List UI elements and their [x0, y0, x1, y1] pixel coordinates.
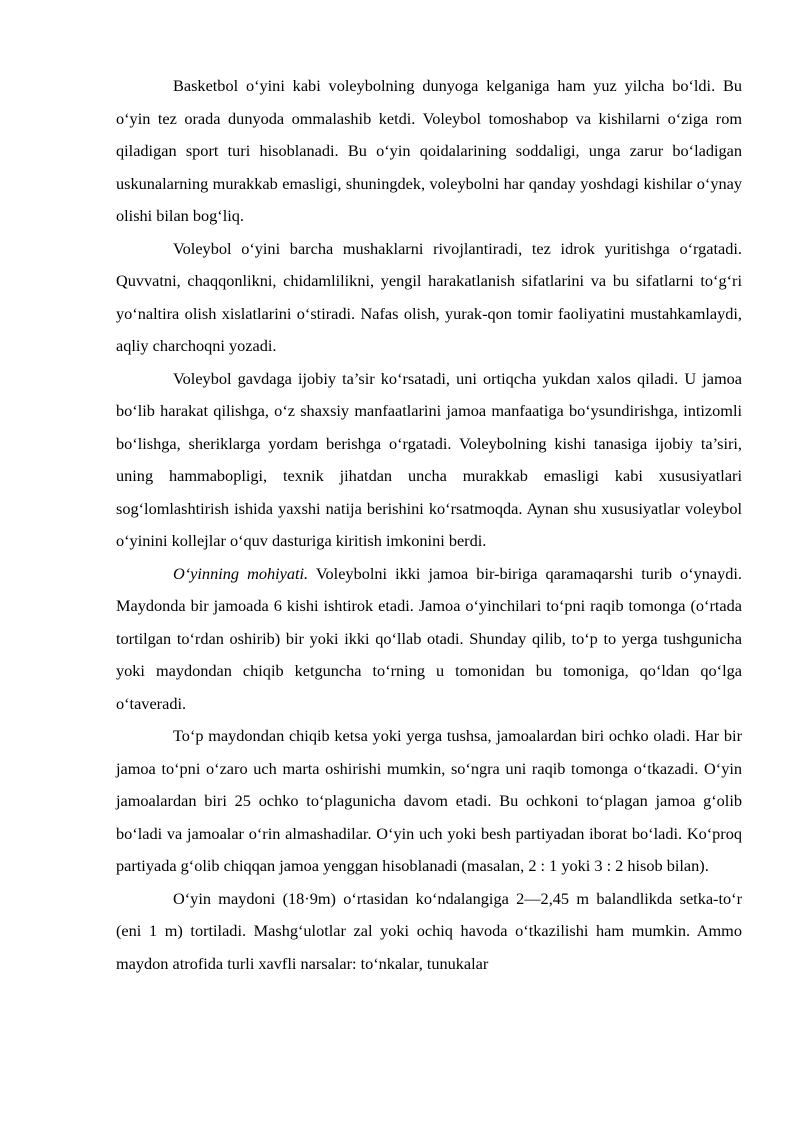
paragraph-text: Voleybolni ikki jamoa bir-biriga qaramaqarshi turib o‘ynaydi. Maydonda bir jamoada 6 kishi ishtirok etadi. Jamoa o‘yinchilari to‘pni raqib tomonga (o‘rtada tortilgan to‘rdan oshirib) bir yoki ikki qo‘llab otadi. Shunday qilib, to‘p to yerga tushgunicha yoki maydondan chiqib ketguncha to‘rning u tomonidan bu tomoniga, qo‘ldan qo‘lga o‘taveradi.	[116, 563, 743, 713]
paragraph-scoring-rules	[116, 720, 742, 883]
paragraph-text: Voleybol o‘yini barcha mushaklarni rivojlantiradi, tez idrok yuritishga o‘rgatadi. Quvvatni, chaqqonlikni, chidamlilikni, yengil harakatlanish sifatlarini va bu sifatlarni to‘g‘ri yo‘naltira olish xislatlarini o‘stiradi. Nafas olish, yurak-qon tomir faoliyatini mustahkamlaydi, aqliy charchoqni yozadi.	[116, 238, 742, 355]
paragraph-court-net	[116, 883, 742, 981]
paragraph-text: Voleybol gavdaga ijobiy ta’sir ko‘rsatadi, uni ortiqcha yukdan xalos qiladi. U jamoa bo‘lib harakat qilishga, o‘z shaxsiy manfaatlarini jamoa manfaatiga bo‘ysundirishga, intizomli bo‘lishga, sheriklarga yordam berishga o‘rgatadi. Voleybolning kishi tanasiga ijobiy ta’siri, uning hammabopligi, texnik jihatdan uncha murakkab emasligi kabi xususiyatlari sog‘lomlashtirish ishida yaxshi natija berishini ko‘rsatmoqda. Aynan shu xususiyatlar voleybol o‘yinini kollejlar o‘quv dasturiga kiritish imkonini berdi.	[116, 368, 742, 550]
paragraph-lead-italic: O‘yinning mohiyati.	[173, 563, 309, 583]
paragraph-basketbol-intro	[116, 70, 742, 233]
paragraph-text: O‘yin maydoni (18·9m) o‘rtasidan ko‘ndalangiga 2—2,45 m balandlikda setka-to‘r (eni 1 m) tortiladi. Mashg‘ulotlar zal yoki ochiq havoda o‘tkazilishi ham mumkin. Ammo maydon atrofida turli xavfli narsalar: to‘nkalar, tunukalar	[116, 888, 742, 973]
document-page	[116, 70, 742, 980]
paragraph-text: Basketbol o‘yini kabi voleybolning dunyoga kelganiga ham yuz yilcha bo‘ldi. Bu o‘yin tez orada dunyoda ommalashib ketdi. Voleybol tomoshabop va kishilarni o‘ziga rom qiladigan sport turi hisoblanadi. Bu o‘yin qoidalarining soddaligi, unga zarur bo‘ladigan uskunalarning murakkab emasligi, shuningdek, voleybolni har qanday yoshdagi kishilar o‘ynay olishi bilan bog‘liq.	[116, 76, 742, 225]
paragraph-muscle-development	[116, 233, 742, 363]
paragraph-text: To‘p maydondan chiqib ketsa yoki yerga tushsa, jamoalardan biri ochko oladi. Har bir jamoa to‘pni o‘zaro uch marta oshirishi mumkin, so‘ngra uni raqib tomonga o‘tkazadi. O‘yin jamoalardan biri 25 ochko to‘plagunicha davom etadi. Bu ochkoni to‘plagan jamoa g‘olib bo‘ladi va jamoalar o‘rin almashadilar. O‘yin uch yoki besh partiyadan iborat bo‘ladi. Ko‘proq partiyada g‘olib chiqqan jamoa yenggan hisoblanadi (masalan, 2 : 1 yoki 3 : 2 hisob bilan).	[116, 726, 742, 875]
paragraph-body-effects	[116, 363, 742, 558]
paragraph-game-essence	[116, 558, 742, 721]
